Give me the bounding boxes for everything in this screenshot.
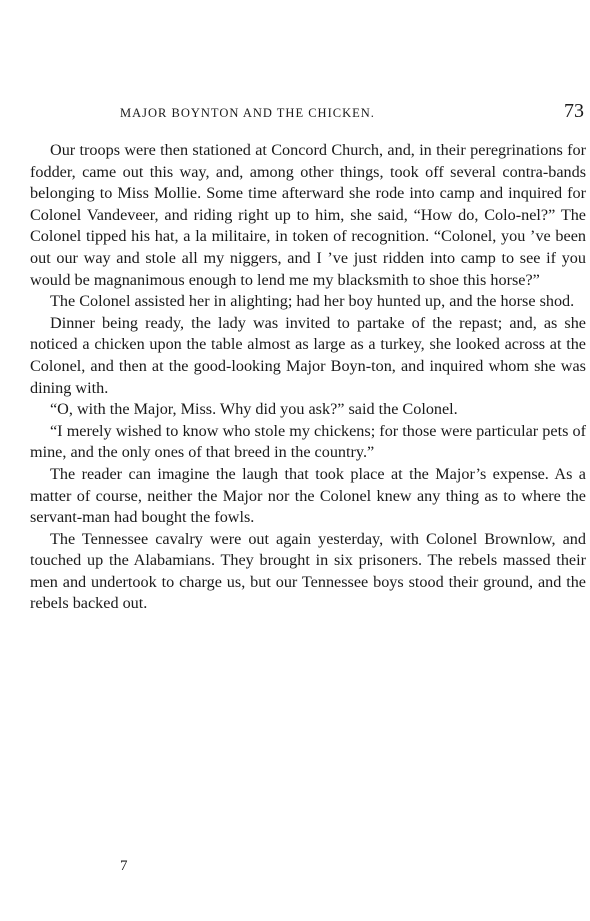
running-head: MAJOR BOYNTON AND THE CHICKEN.	[120, 106, 375, 120]
paragraph: Dinner being ready, the lady was invited to partake of the repast; and, as she noticed a chicken upon the table almost as large as a turkey, she looked across at the Colonel, and then at the good-looking Major Boyn-ton, and inquired whom she was dining with.	[30, 313, 586, 397]
page-number: 73	[564, 100, 584, 122]
paragraph: “O, with the Major, Miss. Why did you ask?” said the Colonel.	[50, 400, 458, 419]
body-text	[30, 140, 586, 615]
paragraph: The Colonel assisted her in alighting; had her boy hunted up, and the horse shod.	[50, 292, 575, 311]
paragraph: “I merely wished to know who stole my chickens; for those were particular pets of mine, and the only ones of that breed in the country.”	[30, 421, 586, 462]
paragraph: The reader can imagine the laugh that took place at the Major’s expense. As a matter of course, neither the Major nor the Colonel knew any thing as to where the servant-man had bought the fowls.	[30, 464, 586, 527]
paragraph: The Tennessee cavalry were out again yesterday, with Colonel Brownlow, and touched up the Alabamians. They brought in six prisoners. The rebels massed their men and undertook to charge us, but our Tennessee boys stood their ground, and the rebels backed out.	[30, 529, 586, 613]
page-header	[30, 100, 586, 128]
paragraph: Our troops were then stationed at Concord Church, and, in their peregrinations for fodder, came out this way, and, among other things, took off several contra-bands belonging to Miss Mollie. Some time afterward she rode into camp and inquired for Colonel Vandeveer, and riding right up to him, she said, “How do, Colo-nel?” The Colonel tipped his hat, a la militaire, in token of recognition. “Colonel, you ’ve been out our way and stole all my niggers, and I ’ve just ridden into camp to see if you would be magnanimous enough to lend me my blacksmith to shoe this horse?”	[30, 141, 586, 289]
signature-mark: 7	[120, 858, 128, 874]
